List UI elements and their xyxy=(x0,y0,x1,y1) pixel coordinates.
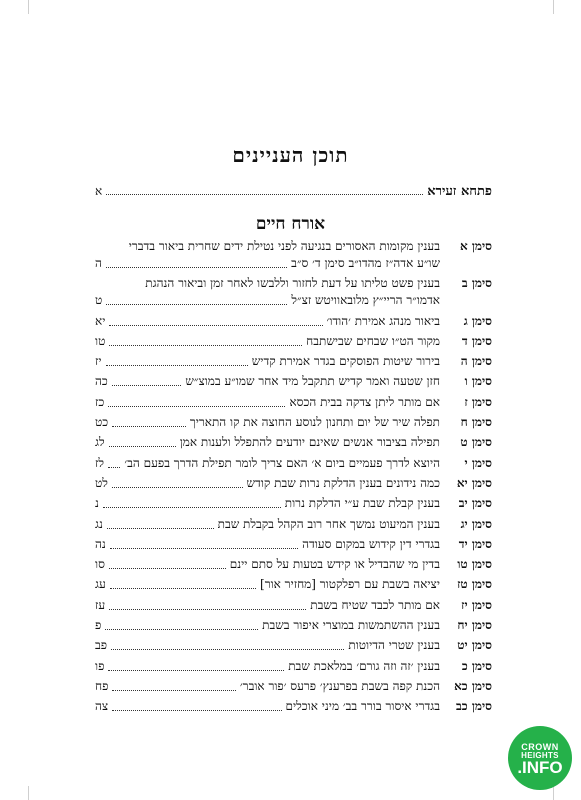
dot-leader xyxy=(106,304,287,305)
dot-leader xyxy=(108,670,284,671)
siman-label: סימן יז xyxy=(461,597,492,612)
entry-title: יציאה בשבת עם רפלקטור [מחזיר אור] xyxy=(260,577,440,592)
toc-entry[interactable] xyxy=(95,394,492,411)
entry-title: הכנת קפה בשבת בפרענץ׳ פרעס ׳פור אובר׳ xyxy=(239,678,440,693)
entry-title: שו״ע אדה״ז מהדו״ב סימן ד׳ ס״ב xyxy=(291,256,440,270)
siman-label: סימן ו xyxy=(464,374,492,389)
entry-title: בענין שטרי הדיוטות xyxy=(348,638,440,653)
siman-label: סימן יג xyxy=(460,516,492,531)
toc-entry[interactable] xyxy=(95,495,492,512)
dot-leader xyxy=(105,629,258,630)
dot-leader xyxy=(106,267,287,268)
dot-leader xyxy=(112,426,186,427)
page-number: פו xyxy=(95,658,105,673)
page-number: כה xyxy=(95,374,108,389)
siman-label: סימן ט xyxy=(460,435,492,450)
dot-leader xyxy=(110,588,256,589)
entry-title: בענין קבלת שבת ע״י הדלקת נרות xyxy=(284,496,440,511)
toc-entry[interactable] xyxy=(95,698,492,715)
page-number: סו xyxy=(95,557,105,572)
dot-leader xyxy=(112,690,236,691)
siman-label: סימן ה xyxy=(460,354,492,369)
page-number: לג xyxy=(95,435,105,450)
toc-entry[interactable] xyxy=(95,434,492,451)
entry-title: תפילה בציבור אנשים שאינם יודעים להתפלל ולענות אמן xyxy=(179,435,440,450)
siman-label: סימן טז xyxy=(457,577,492,592)
entry-title: היוצא לדרך פעמיים ביום א׳ האם צריך לומר תפילת הדרך בפעם הב׳ xyxy=(124,455,440,470)
dot-leader xyxy=(106,365,248,366)
siman-label: סימן יב xyxy=(458,496,492,511)
siman-label: סימן טו xyxy=(457,557,492,572)
page-number: ט xyxy=(95,293,103,308)
siman-label: סימן יט xyxy=(457,638,492,653)
dot-leader xyxy=(110,548,298,549)
site-logo xyxy=(508,726,572,790)
dot-leader xyxy=(112,385,182,386)
dot-leader xyxy=(109,345,302,346)
toc-entry[interactable] xyxy=(95,658,492,675)
page-number: לז xyxy=(95,455,104,470)
siman-label: סימן ב xyxy=(461,276,492,291)
toc-list xyxy=(95,238,492,715)
dot-leader xyxy=(109,446,176,447)
siman-label: סימן ז xyxy=(464,394,492,409)
dot-leader xyxy=(108,406,285,407)
page-number: עז xyxy=(95,597,106,612)
siman-label: סימן ג xyxy=(463,313,492,328)
page-number: כז xyxy=(95,394,105,409)
entry-title: אדמו״ר הריי״ץ מלובאוויטש זצ״ל xyxy=(291,293,440,308)
entry-title: בגדרי דין קידוש במקום סעודה xyxy=(302,536,440,551)
entry-title: בדין מי שהבדיל או קידש בטעות על סתם יינם xyxy=(229,557,440,572)
logo-line-3: .INFO xyxy=(517,758,563,777)
entry-title: כמה נידונים בענין הדלקת נרות שבת קודש xyxy=(246,475,440,490)
dot-leader xyxy=(108,467,120,468)
siman-label: סימן כ xyxy=(461,658,492,673)
toc-entry[interactable] xyxy=(95,556,492,573)
toc-entry[interactable] xyxy=(95,475,492,492)
toc-entry[interactable] xyxy=(95,617,492,634)
siman-label: סימן ד xyxy=(461,333,492,348)
page-number: ה xyxy=(95,256,102,270)
toc-entry[interactable] xyxy=(95,373,492,390)
dot-leader xyxy=(103,507,281,508)
toc-entry[interactable] xyxy=(95,576,492,593)
dot-leader xyxy=(107,528,214,529)
toc-entry[interactable] xyxy=(95,455,492,472)
page-number: פ xyxy=(95,618,102,633)
toc-entry[interactable] xyxy=(95,313,492,330)
entry-title: בענין פשט טליתו על דעת לחזור וללבשו לאחר זמן וביאור הנהגת xyxy=(145,276,440,291)
page-number: נה xyxy=(95,536,106,551)
siman-label: סימן ח xyxy=(460,415,492,430)
dot-leader xyxy=(112,487,243,488)
page-number: כט xyxy=(95,415,109,430)
entry-title: בענין ׳זה וזה גורם׳ במלאכת שבת xyxy=(288,658,440,673)
page-number: יא xyxy=(95,313,106,328)
entry-title: בענין ההשתמשות במוצרי איפור בשבת xyxy=(262,618,440,633)
intro-entry[interactable] xyxy=(95,181,492,199)
page-number: עג xyxy=(95,577,106,592)
toc-entry[interactable] xyxy=(95,353,492,370)
dot-leader xyxy=(112,710,281,711)
page-number: לט xyxy=(95,475,108,490)
toc-entry[interactable] xyxy=(95,238,492,272)
page-number: נ xyxy=(95,496,99,511)
entry-title: אם מותר לכבד שטיח בשבת xyxy=(310,597,440,612)
toc-entry[interactable] xyxy=(95,637,492,654)
entry-title: חזן שטעה ואמר קדיש תתקבל מיד אחר שמו״ע במוצ״ש xyxy=(185,374,440,389)
entry-title: בגדרי איסור בורר בב׳ מיני אוכלים xyxy=(285,699,440,714)
dot-leader xyxy=(109,325,322,326)
page-number: פח xyxy=(95,678,109,693)
siman-label: סימן יח xyxy=(457,618,492,633)
dot-leader xyxy=(109,609,306,610)
intro-page-number: א xyxy=(95,184,103,198)
entry-title: אם מותר ליתן צדקה בבית הכסא xyxy=(289,394,440,409)
page-number: צה xyxy=(95,699,109,714)
page-number: נג xyxy=(95,516,103,531)
dot-leader xyxy=(106,194,423,195)
logo-line-1: CROWN xyxy=(521,742,559,752)
entry-title: בירור שיטות הפוסקים בגדר אמירת קדיש xyxy=(251,354,440,369)
toc-entry[interactable] xyxy=(95,275,492,309)
page-number: פב xyxy=(95,638,108,653)
toc-entry[interactable] xyxy=(95,536,492,553)
dot-leader xyxy=(111,649,344,650)
siman-label: סימן כב xyxy=(456,699,492,714)
toc-entry[interactable] xyxy=(95,414,492,431)
toc-entry[interactable] xyxy=(95,333,492,350)
entry-title: תפלה שיר של יום ותחנון לנוסע החוצה את קו התאריך xyxy=(189,415,440,430)
intro-label: פתחא זעירא xyxy=(427,184,492,199)
toc-entry[interactable] xyxy=(95,678,492,695)
siman-label: סימן יד xyxy=(458,536,492,551)
page-title: תוכן העניינים xyxy=(232,143,349,167)
page-number: טו xyxy=(95,333,106,348)
siman-label: סימן א xyxy=(459,239,492,253)
entry-title: בענין המיעוט נמשך אחר רוב הקהל בקבלת שבת xyxy=(217,516,440,531)
entry-title: בענין מקומות האסורים בנגיעה לפני נטילת ידים שחרית ביאור בדברי xyxy=(128,239,440,253)
toc-entry[interactable] xyxy=(95,516,492,533)
logo-line-2: HEIGHTS xyxy=(521,751,559,760)
siman-label: סימן י xyxy=(464,455,492,470)
dot-leader xyxy=(109,568,226,569)
toc-entry[interactable] xyxy=(95,597,492,614)
entry-title: מקור הט״ו שבחים שבישתבח xyxy=(306,333,440,348)
section-title: אורח חיים xyxy=(255,214,326,234)
siman-label: סימן יא xyxy=(456,475,492,490)
entry-title: ביאור מנהג אמירת ׳הודו׳ xyxy=(326,313,440,328)
siman-label: סימן כא xyxy=(454,678,492,693)
page-number: יז xyxy=(95,354,102,369)
